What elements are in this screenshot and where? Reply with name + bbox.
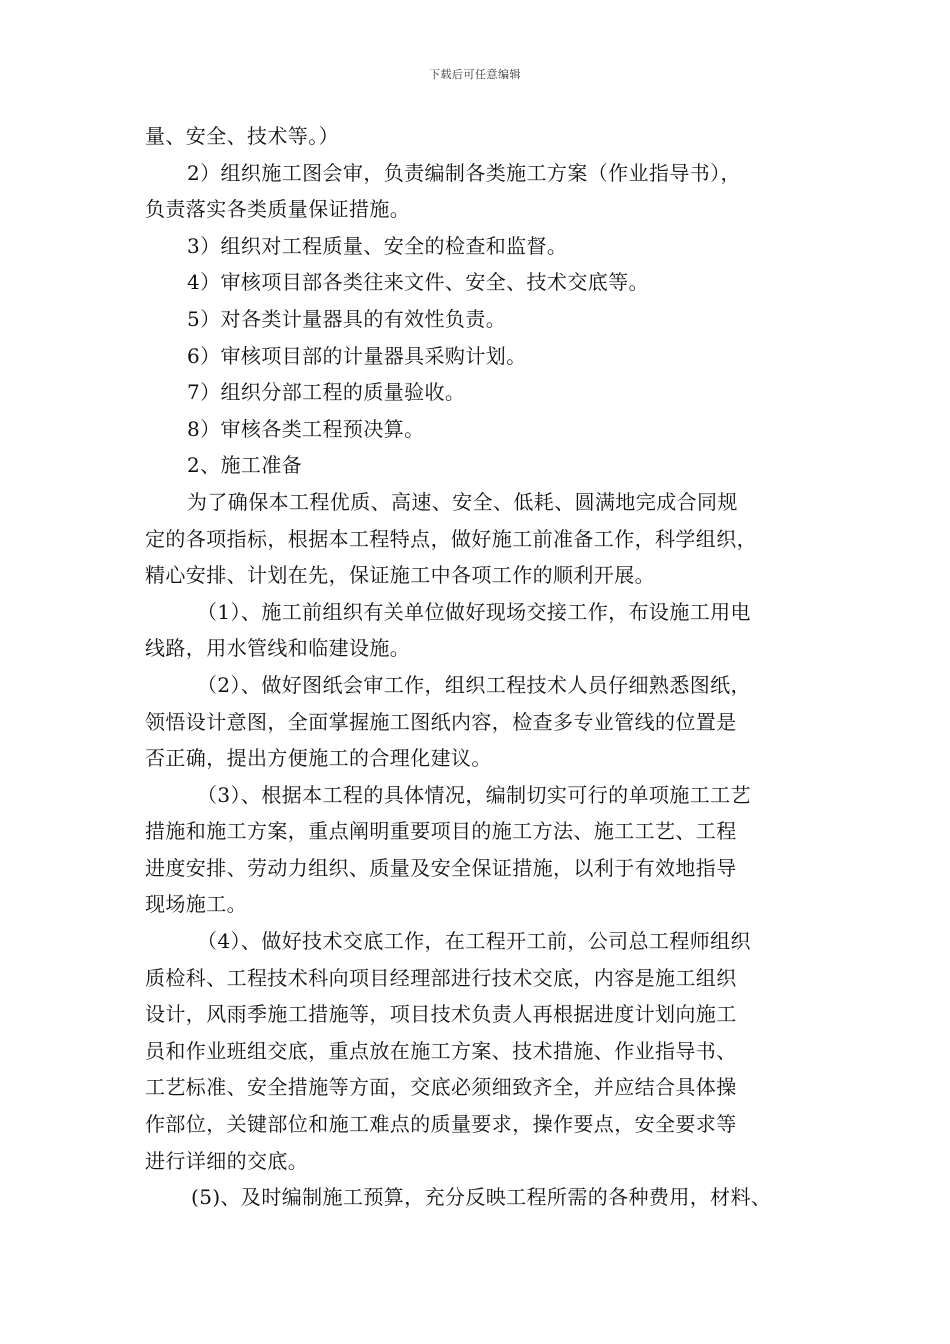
text-line: （2）、做好图纸会审工作，组织工程技术人员仔细熟悉图纸，: [197, 672, 751, 697]
text-line: 5）对各类计量器具的有效性负责。: [187, 306, 507, 331]
text-line: 领悟设计意图，全面掌握施工图纸内容，检查多专业管线的位置是: [145, 709, 737, 734]
text-line: 2）组织施工图会审，负责编制各类施工方案（作业指导书），: [187, 160, 741, 185]
text-line: 量、安全、技术等。）: [145, 124, 339, 148]
section-heading: 2、施工准备: [187, 453, 303, 478]
text-line: 员和作业班组交底，重点放在施工方案、技术措施、作业指导书、: [145, 1038, 737, 1063]
text-line: 定的各项指标，根据本工程特点，做好施工前准备工作，科学组织，: [145, 526, 757, 551]
text-line: （3）、根据本工程的具体情况，编制切实可行的单项施工工艺: [197, 782, 751, 807]
text-line: （4）、做好技术交底工作，在工程开工前，公司总工程师组织: [197, 929, 751, 954]
text-line: 进行详细的交底。: [145, 1148, 309, 1173]
text-line: 工艺标准、安全措施等方面，交底必须细致齐全，并应结合具体操: [145, 1075, 737, 1100]
text-line: 设计，风雨季施工措施等，项目技术负责人再根据进度计划向施工: [145, 1002, 737, 1027]
text-line: 措施和施工方案，重点阐明重要项目的施工方法、施工工艺、工程: [145, 819, 737, 844]
document-body: [145, 118, 825, 1216]
text-line: 负责落实各类质量保证措施。: [145, 197, 411, 222]
text-line: 7）组织分部工程的质量验收。: [187, 380, 466, 405]
text-line: 3）组织对工程质量、安全的检查和监督。: [187, 233, 568, 258]
text-line: (5)、及时编制施工预算，充分反映工程所需的各种费用，材料、: [191, 1185, 772, 1210]
text-line: 作部位，关键部位和施工难点的质量要求，操作要点，安全要求等: [145, 1112, 737, 1137]
text-line: 6）审核项目部的计量器具采购计划。: [187, 343, 527, 368]
text-line: 精心安排、计划在先，保证施工中各项工作的顺利开展。: [145, 563, 655, 588]
text-line: 现场施工。: [145, 892, 247, 917]
text-line: 否正确，提出方便施工的合理化建议。: [145, 746, 492, 771]
text-line: 为了确保本工程优质、高速、安全、低耗、圆满地完成合同规: [187, 489, 738, 514]
text-line: 进度安排、劳动力组织、质量及安全保证措施，以利于有效地指导: [145, 855, 737, 880]
text-line: 质检科、工程技术科向项目经理部进行技术交底，内容是施工组织: [145, 965, 737, 990]
text-line: 8）审核各类工程预决算。: [187, 416, 425, 441]
page-header: 下载后可任意编辑: [429, 68, 521, 81]
text-line: 线路，用水管线和临建设施。: [145, 636, 411, 661]
text-line: 4）审核项目部各类往来文件、安全、技术交底等。: [187, 270, 649, 295]
text-line: （1）、施工前组织有关单位做好现场交接工作，布设施工用电: [197, 599, 751, 624]
